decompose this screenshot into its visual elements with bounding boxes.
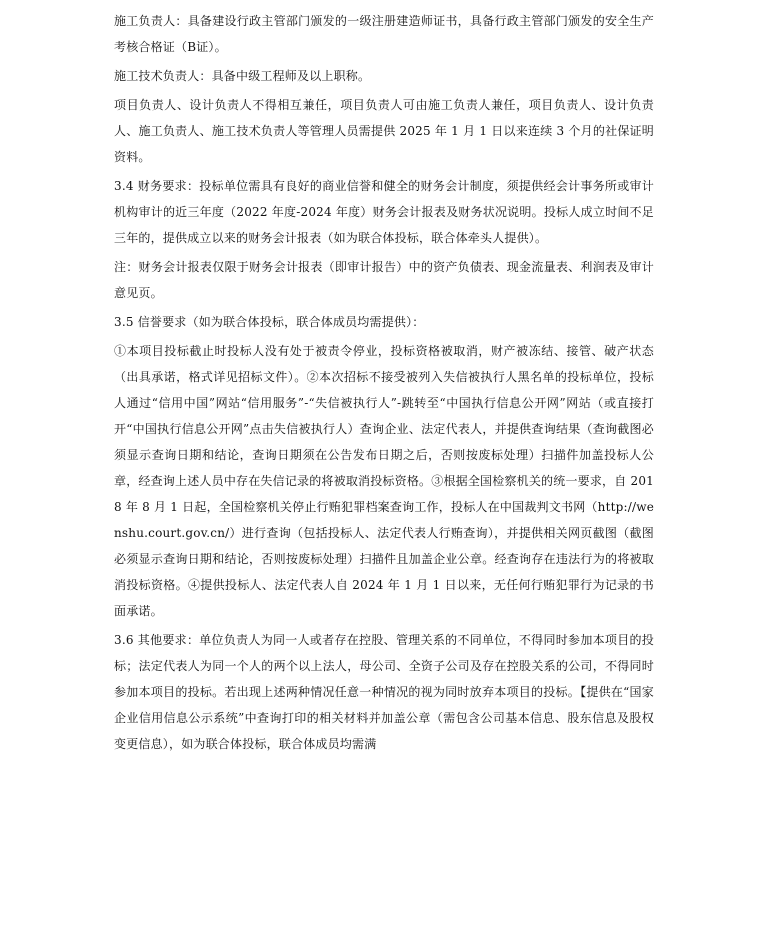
paragraph-credit-heading: 3.5 信誉要求（如为联合体投标，联合体成员均需提供）： (114, 315, 425, 329)
paragraph-other-requirements: 3.6 其他要求：单位负责人为同一人或者存在控股、管理关系的不同单位，不得同时参加本项目的投标；法定代表人为同一个人的两个以上法人，母公司、全资子公司及存在控股关系的公司，不得同时参加本项目的投标。若出现上述两种情况任意一种情况的视为同时放弃本项目的投标。【提供在“国家企业信用信息公示系统”中查询打印的相关材料并加盖公章（需包含公司基本信息、股东信息及股权变更信息），如为联合体投标，联合体成员均需满 (114, 633, 654, 751)
paragraph-technical-manager: 施工技术负责人：具备中级工程师及以上职称。 (114, 69, 371, 83)
paragraph-financial-note: 注：财务会计报表仅限于财务会计报表（即审计报告）中的资产负债表、现金流量表、利润表及审计意见页。 (114, 260, 654, 300)
paragraph-manager-requirements: 项目负责人、设计负责人不得相互兼任，项目负责人可由施工负责人兼任，项目负责人、设计负责人、施工负责人、施工技术负责人等管理人员需提供 2025 年 1 月 1 日以来连续 3 个月的社保证明资料。 (114, 98, 654, 164)
paragraph-financial-requirements: 3.4 财务要求：投标单位需具有良好的商业信誉和健全的财务会计制度，须提供经会计事务所或审计机构审计的近三年度（2022 年度-2024 年度）财务会计报表及财务状况说明。投标人成立时间不足三年的，提供成立以来的财务会计报表（如为联合体投标，联合体牵头人提供）。 (114, 179, 654, 245)
paragraph-construction-manager: 施工负责人：具备建设行政主管部门颁发的一级注册建造师证书，具备行政主管部门颁发的安全生产考核合格证（B证）。 (114, 14, 654, 54)
document-body (114, 8, 654, 757)
paragraph-credit-details: ①本项目投标截止时投标人没有处于被责令停业，投标资格被取消，财产被冻结、接管、破产状态（出具承诺，格式详见招标文件）。②本次招标不接受被列入失信被执行人黑名单的投标单位，投标人通过“信用中国”网站“信用服务”-“失信被执行人”-跳转至“中国执行信息公开网”网站（或直接打开“中国执行信息公开网”点击失信被执行人）查询企业、法定代表人，并提供查询结果（查询截图必须显示查询日期和结论，查询日期须在公告发布日期之后，否则按废标处理）扫描件加盖投标人公章，经查询上述人员中存在失信记录的将被取消投标资格。③根据全国检察机关的统一要求，自 2018 年 8 月 1 日起，全国检察机关停止行贿犯罪档案查询工作，投标人在中国裁判文书网（http://wenshu.court.gov.cn/）进行查询（包括投标人、法定代表人行贿查询），并提供相关网页截图（截图必须显示查询日期和结论，否则按废标处理）扫描件且加盖企业公章。经查询存在违法行为的将被取消投标资格。④提供投标人、法定代表人自 2024 年 1 月 1 日以来，无任何行贿犯罪行为记录的书面承诺。 (114, 344, 654, 618)
